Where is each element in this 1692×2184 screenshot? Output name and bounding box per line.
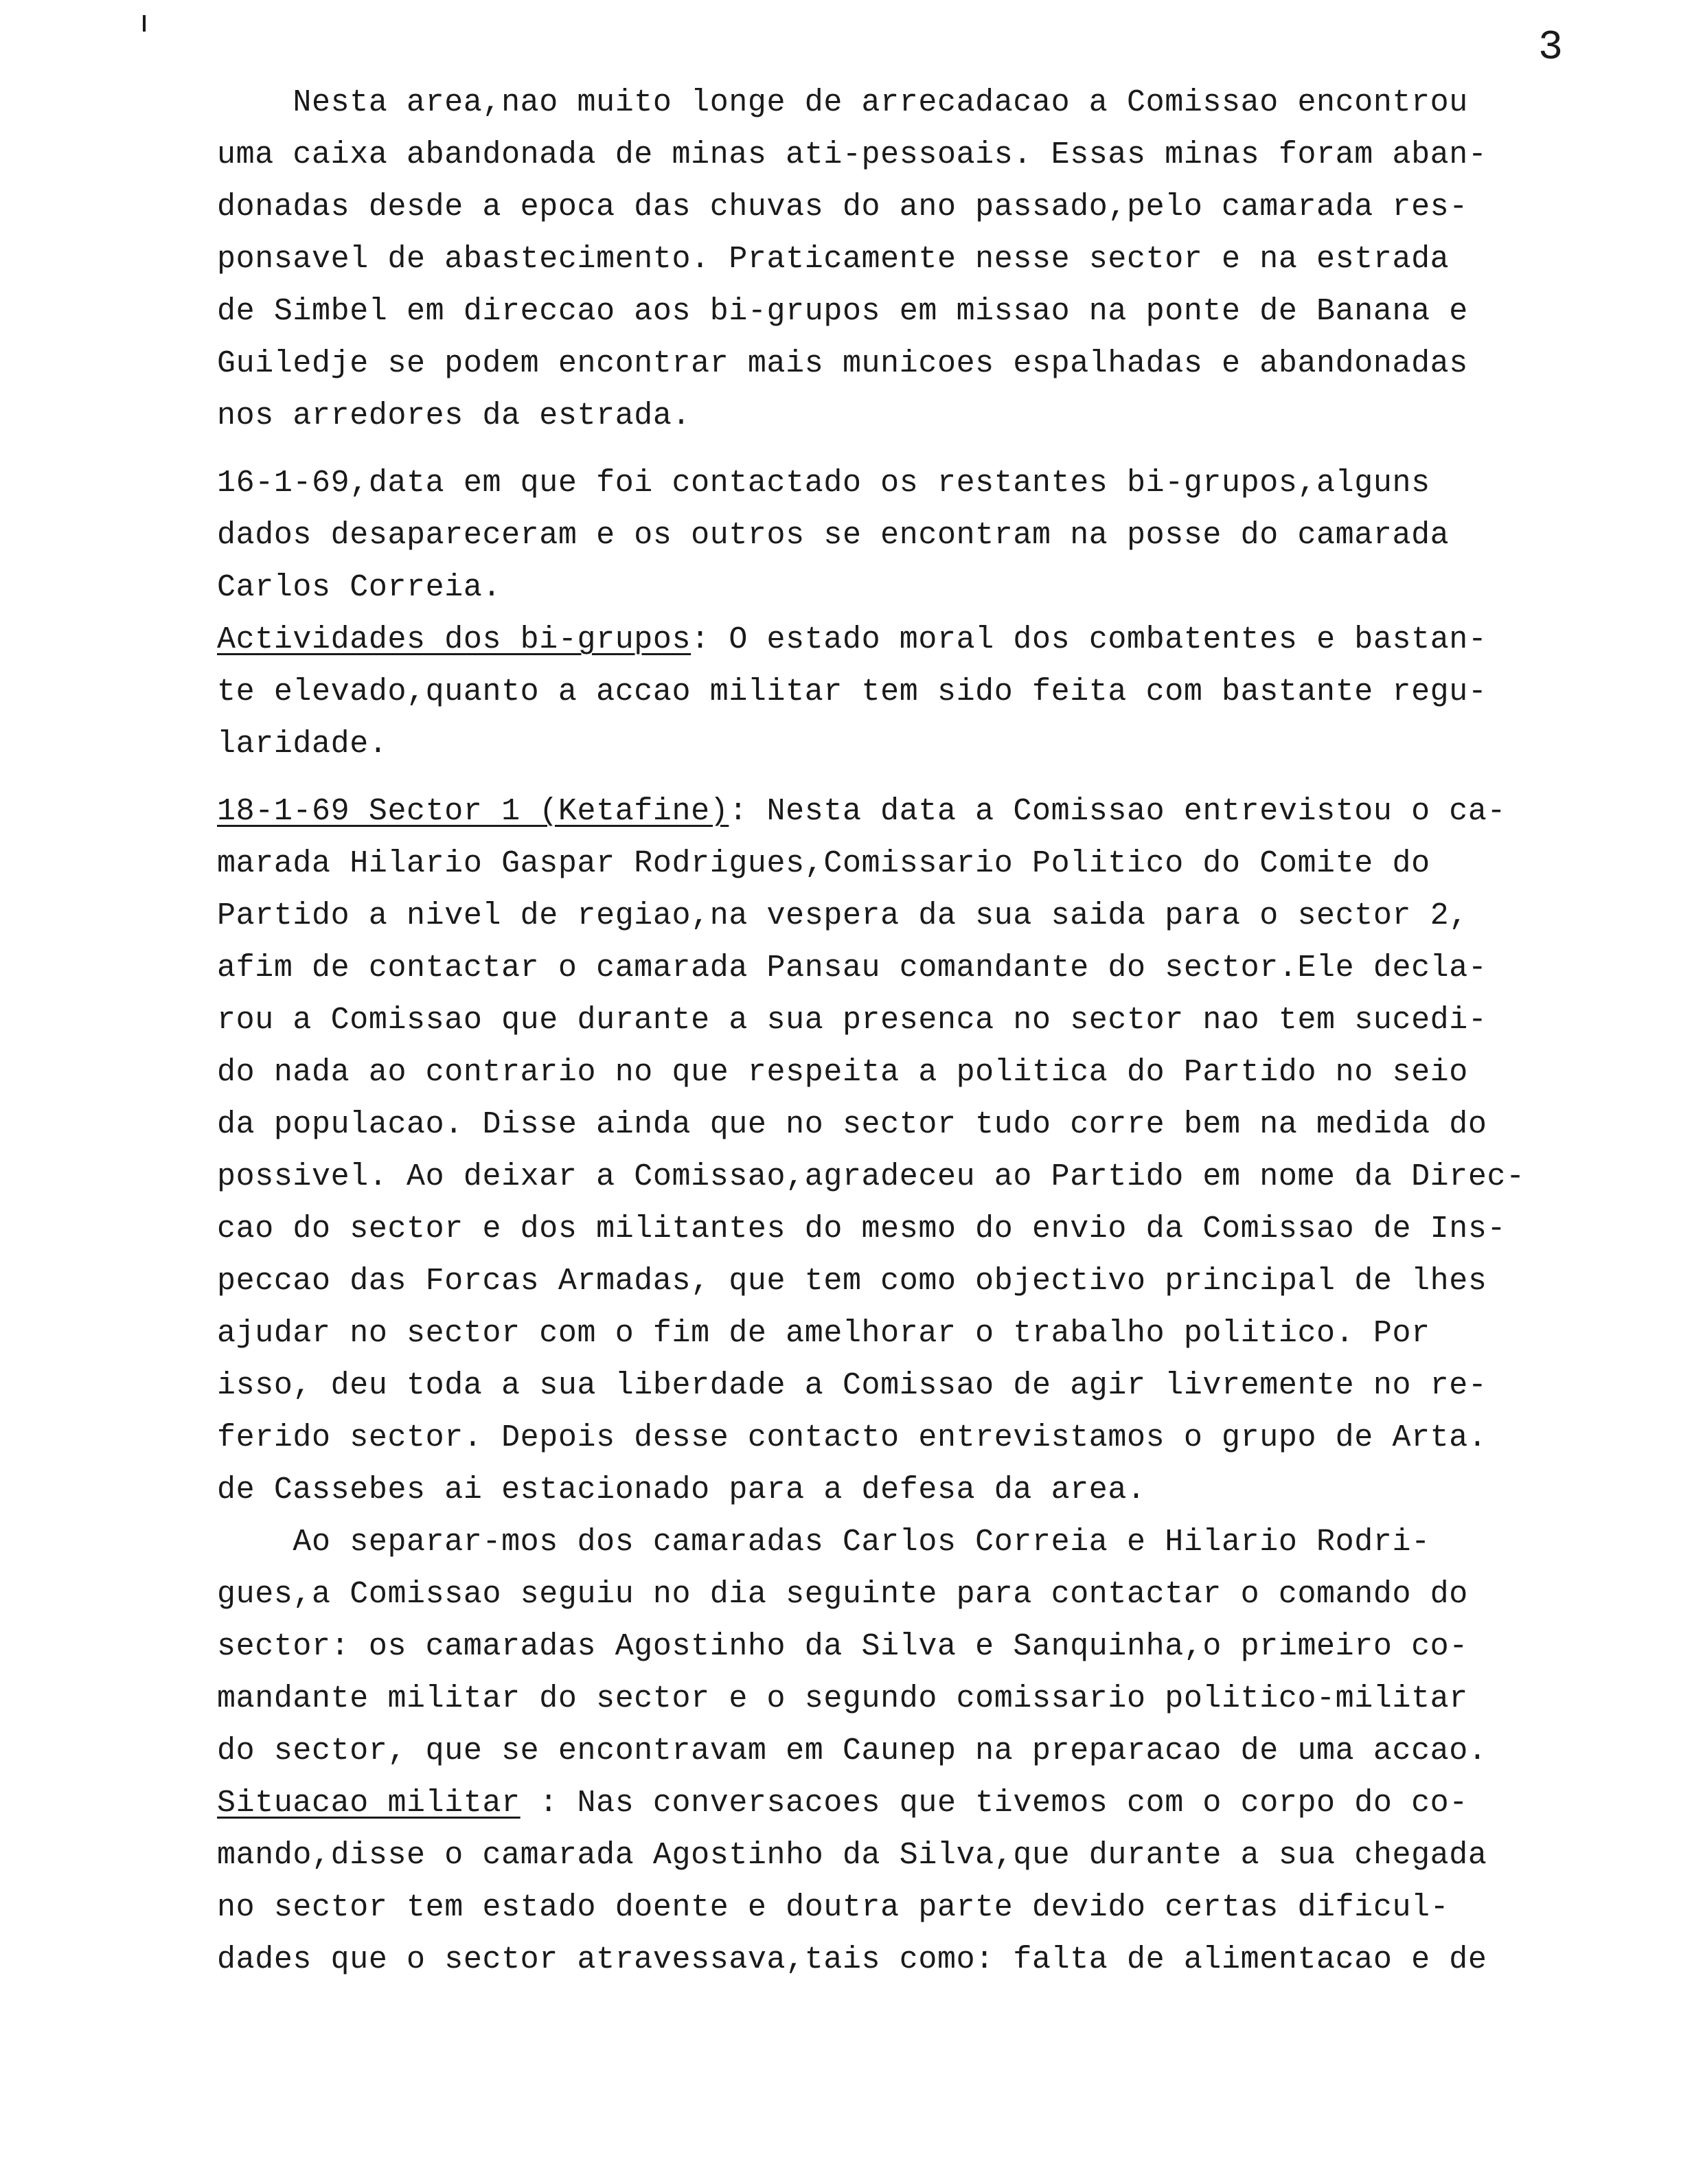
text-line [217,1308,1625,1360]
line-text: mando,disse o camarada Agostinho da Silva,que durante a sua chegada [217,1838,1487,1873]
line-text: rou a Comissao que durante a sua presenca no sector nao tem sucedi- [217,1003,1487,1038]
line-text: : O estado moral dos combatentes e bastan- [691,622,1487,657]
line-text: te elevado,quanto a accao militar tem sido feita com bastante regu- [217,674,1487,709]
line-text: Nesta area,nao muito longe de arrecadacao a Comissao encontrou [217,85,1468,120]
text-line [217,1673,1625,1725]
line-text: uma caixa abandonada de minas ati-pessoais. Essas minas foram aban- [217,137,1487,172]
text-line [217,338,1625,390]
text-line [217,942,1625,994]
text-line [217,1934,1625,1986]
text-line [217,718,1625,771]
paragraph [217,786,1625,1986]
text-line [217,1621,1625,1673]
line-text: peccao das Forcas Armadas, que tem como objectivo principal de lhes [217,1264,1487,1299]
line-text: de Cassebes ai estacionado para a defesa da area. [217,1472,1146,1508]
line-text: de Simbel em direccao aos bi-grupos em missao na ponte de Banana e [217,294,1468,329]
line-text: do nada ao contrario no que respeita a politica do Partido no seio [217,1055,1468,1090]
text-line [217,1725,1625,1777]
text-line [217,1047,1625,1099]
line-text: possivel. Ao deixar a Comissao,agradeceu ao Partido em nome da Direc- [217,1159,1525,1194]
line-text: : Nas conversacoes que tivemos com o corpo do co- [520,1786,1468,1821]
section-heading: Actividades dos bi-grupos [217,622,691,657]
paragraph [217,457,1625,771]
text-line [217,1099,1625,1151]
text-line [217,890,1625,942]
text-line [217,562,1625,614]
line-text: gues,a Comissao seguiu no dia seguinte para contactar o comando do [217,1577,1468,1612]
text-line [217,838,1625,890]
text-line [217,1360,1625,1412]
line-text: Ao separar-mos dos camaradas Carlos Correia e Hilario Rodri- [217,1525,1430,1560]
line-text: Guiledje se podem encontrar mais municoes espalhadas e abandonadas [217,346,1468,381]
text-line [217,1464,1625,1516]
text-line [217,457,1625,510]
text-line [217,510,1625,562]
text-line [217,1569,1625,1621]
line-text: marada Hilario Gaspar Rodrigues,Comissario Politico do Comite do [217,846,1430,881]
line-text: ferido sector. Depois desse contacto entrevistamos o grupo de Arta. [217,1420,1487,1455]
text-line [217,1516,1625,1569]
line-text: do sector, que se encontravam em Caunep na preparacao de uma accao. [217,1733,1487,1768]
line-text: isso, deu toda a sua liberdade a Comissao de agir livremente no re- [217,1368,1487,1403]
text-line [217,77,1625,129]
line-text: Partido a nivel de regiao,na vespera da sua saida para o sector 2, [217,898,1468,933]
line-text: Carlos Correia. [217,570,502,605]
line-text: no sector tem estado doente e doutra parte devido certas dificul- [217,1890,1450,1925]
text-line [217,1777,1625,1830]
line-text: ajudar no sector com o fim de amelhorar o trabalho politico. Por [217,1316,1430,1351]
text-line [217,786,1625,838]
text-line [217,994,1625,1047]
text-line [217,1412,1625,1464]
line-text: mandante militar do sector e o segundo comissario politico-militar [217,1681,1468,1716]
line-text: dades que o sector atravessava,tais como: falta de alimentacao e de [217,1942,1487,1977]
text-line [217,1255,1625,1308]
line-text: cao do sector e dos militantes do mesmo do envio da Comissao de Ins- [217,1212,1507,1247]
paragraph-gap [217,442,1625,457]
text-line [217,286,1625,338]
line-text: 16-1-69,data em que foi contactado os restantes bi-grupos,alguns [217,466,1430,501]
paragraph [217,77,1625,442]
line-text: nos arredores da estrada. [217,398,691,433]
line-text: donadas desde a epoca das chuvas do ano passado,pelo camarada res- [217,190,1468,225]
text-line [217,1203,1625,1255]
text-line [217,234,1625,286]
body-text [217,77,1625,1986]
line-text: sector: os camaradas Agostinho da Silva e Sanquinha,o primeiro co- [217,1629,1468,1664]
line-text: ponsavel de abastecimento. Praticamente nesse sector e na estrada [217,242,1450,277]
line-text: dados desapareceram e os outros se encontram na posse do camarada [217,518,1450,553]
section-heading: 18-1-69 Sector 1 (Ketafine) [217,794,729,829]
text-line [217,390,1625,442]
section-heading: Situacao militar [217,1786,521,1821]
line-text: : Nesta data a Comissao entrevistou o ca- [729,794,1507,829]
paragraph-gap [217,771,1625,786]
text-line [217,614,1625,666]
line-text: da populacao. Disse ainda que no sector tudo corre bem na medida do [217,1107,1487,1142]
text-line [217,666,1625,718]
text-line [217,1830,1625,1882]
line-text: laridade. [217,727,388,762]
text-line [217,181,1625,234]
page-number: 3 [1538,25,1564,71]
line-text: afim de contactar o camarada Pansau comandante do sector.Ele decla- [217,951,1487,986]
text-line [217,1882,1625,1934]
margin-mark [143,15,146,32]
text-line [217,1151,1625,1203]
text-line [217,129,1625,181]
